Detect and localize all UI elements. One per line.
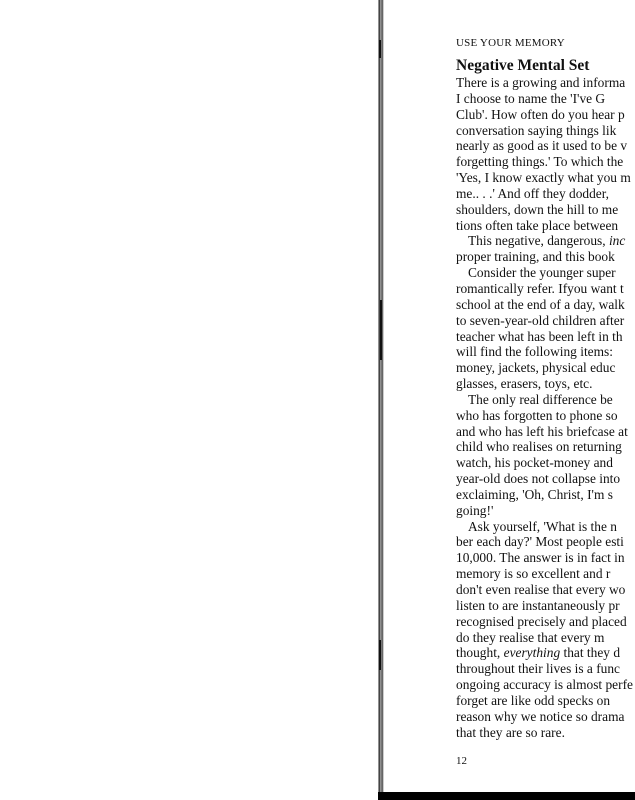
text-line: Club'. How often do you hear p xyxy=(456,106,625,122)
text-line: and who has left his briefcase at xyxy=(456,423,628,439)
text-line: memory is so excellent and r xyxy=(456,566,611,582)
section-heading: Negative Mental Set xyxy=(456,57,590,74)
text-line: that they are so rare. xyxy=(456,724,565,740)
page-number: 12 xyxy=(456,755,467,767)
text-line: glasses, erasers, toys, etc. xyxy=(456,376,593,392)
text-line: ongoing accuracy is almost perfe xyxy=(456,677,633,693)
running-head: USE YOUR MEMORY xyxy=(456,37,565,49)
text-line: reason why we notice so drama xyxy=(456,708,625,724)
text-line: I choose to name the 'I've G xyxy=(456,90,606,106)
text-line: nearly as good as it used to be v xyxy=(456,138,628,154)
text-line: 'Yes, I know exactly what you m xyxy=(456,170,631,186)
text-line: This negative, dangerous, inc xyxy=(468,233,626,249)
text-line: teacher what has been left in th xyxy=(456,328,623,344)
book-page xyxy=(384,0,635,792)
text-line: forget are like odd specks on xyxy=(456,692,611,708)
gutter-shadow-mark xyxy=(379,640,381,670)
text-line: recognised precisely and placed xyxy=(456,613,627,629)
text-line: Consider the younger super xyxy=(468,265,616,281)
text-line: money, jackets, physical educ xyxy=(456,360,616,376)
text-line: don't even realise that every wo xyxy=(456,582,626,597)
gutter-shadow-mark xyxy=(380,300,382,360)
text-line: school at the end of a day, walk xyxy=(456,296,625,312)
text-line: throughout their lives is a func xyxy=(456,661,621,677)
text-line: exclaiming, 'Oh, Christ, I'm s xyxy=(456,486,613,502)
text-line: proper training, and this book xyxy=(456,249,615,265)
scan-bottom-edge xyxy=(378,792,635,800)
text-line: shoulders, down the hill to me xyxy=(456,201,619,217)
text-line: me.. . .' And off they dodder, xyxy=(456,185,609,201)
text-line: year-old does not collapse into xyxy=(456,471,621,487)
text-line: conversation saying things lik xyxy=(456,122,617,138)
body-text xyxy=(456,75,635,740)
text-line: going!' xyxy=(456,502,494,518)
text-line: to seven-year-old children after xyxy=(456,312,625,328)
gutter-shadow-mark xyxy=(379,40,381,58)
text-line: do they realise that every m xyxy=(456,629,605,645)
text-line: tions often take place between xyxy=(456,217,619,233)
text-line: who has forgotten to phone so xyxy=(456,407,618,423)
text-line: child who realises on returning xyxy=(456,439,622,455)
text-line: The only real difference be xyxy=(468,391,613,407)
text-line: watch, his pocket-money and xyxy=(456,455,613,471)
text-line: listen to are instantaneously pr xyxy=(456,597,620,613)
text-line: ber each day?' Most people esti xyxy=(456,534,624,550)
text-line: thought, everything that they d xyxy=(456,645,621,661)
text-line: forgetting things.' To which the xyxy=(456,154,624,170)
text-line: romantically refer. Ifyou want t xyxy=(456,280,624,296)
text-line: Ask yourself, 'What is the n xyxy=(468,518,617,534)
text-line: 10,000. The answer is in fact in xyxy=(456,550,625,566)
text-line: There is a growing and informa xyxy=(456,75,626,90)
text-line: will find the following items: xyxy=(456,344,613,360)
